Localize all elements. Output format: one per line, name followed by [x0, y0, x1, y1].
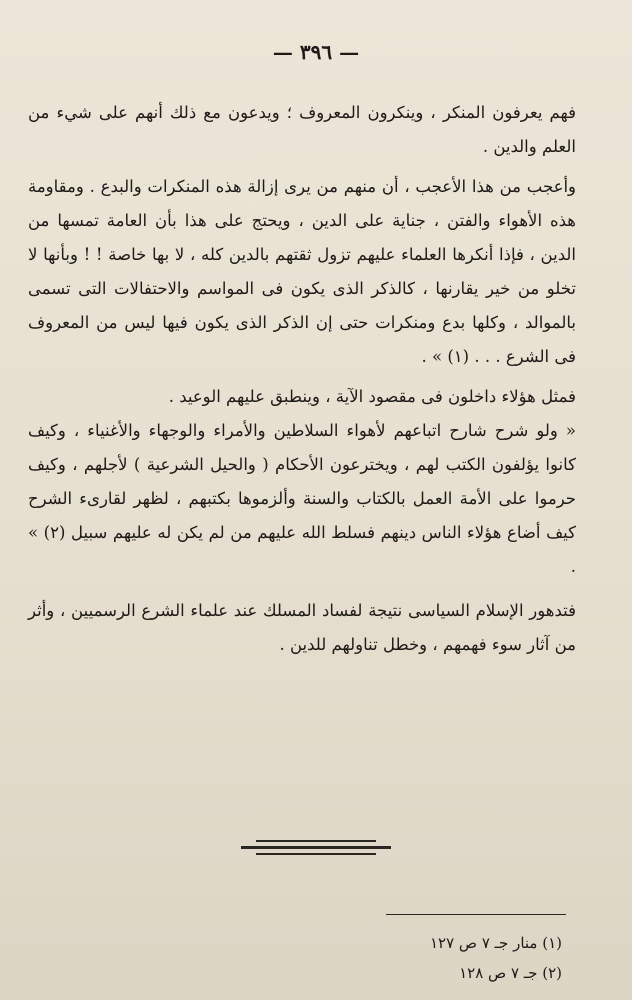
section-ornament	[0, 840, 632, 855]
paragraph-1: فهم يعرفون المنكر ، وينكرون المعروف ؛ ويدعون مع ذلك أنهم على شيء من العلم والدين .	[28, 103, 576, 156]
ornament-line	[241, 846, 391, 849]
paragraph-spacer	[28, 584, 576, 594]
ornament-line	[256, 840, 376, 842]
paragraph-4-quote: « ولو شرح شارح اتباعهم لأهواء السلاطين والأمراء والوجهاء والأغنياء ، وكيف كانوا يؤلفون الكتب لهم ، ويخترعون الأحكام ( والحيل الشرعية ) لأجلهم ، وكيف حرموا على الأمة العمل بالكتاب والسنة وألزموها بكتبهم ، لظهر لقارىء الشرح كيف أضاع هؤلاء الناس دينهم فسلط الله عليهم من لم يكن له عليهم سبيل (٢) » .	[28, 421, 576, 576]
ornament-line	[256, 853, 376, 855]
footnote-2: (٢) جـ ٧ ص ١٢٨	[459, 964, 562, 982]
page-number: — ٣٩٦ —	[272, 40, 360, 64]
paragraph-3: فمثل هؤلاء داخلون فى مقصود الآية ، وينطبق عليهم الوعيد .	[168, 387, 576, 406]
footnote-separator	[386, 914, 566, 915]
paragraph-5: فتدهور الإسلام السياسى نتيجة لفساد المسلك عند علماء الشرع الرسميين ، وأثر من آثار سوء فهمهم ، وخطل تناولهم للدين .	[28, 601, 576, 654]
footnote-1: (١) منار جـ ٧ ص ١٢٧	[429, 934, 562, 952]
paragraph-2: وأعجب من هذا الأعجب ، أن منهم من يرى إزالة هذه المنكرات والبدع . ومقاومة هذه الأهواء والفتن ، جناية على الدين ، ويحتج على هذا بأن العامة تمسها من الدين ، فإذا أنكرها العلماء عليهم تزول ثقتهم بالدين كله ، لا بها خاصة ! ! وبأنها لا تخلو من خير يقارنها ، كالذكر الذى يكون فى المواسم والاحتفالات التى تسمى بالموالد ، وكلها بدع ومنكرات حتى إن الذكر الذى يكون فيها ليس من المعروف فى الشرع . . . (١) » .	[28, 177, 576, 366]
body-text	[28, 96, 576, 662]
footnotes	[430, 928, 562, 988]
